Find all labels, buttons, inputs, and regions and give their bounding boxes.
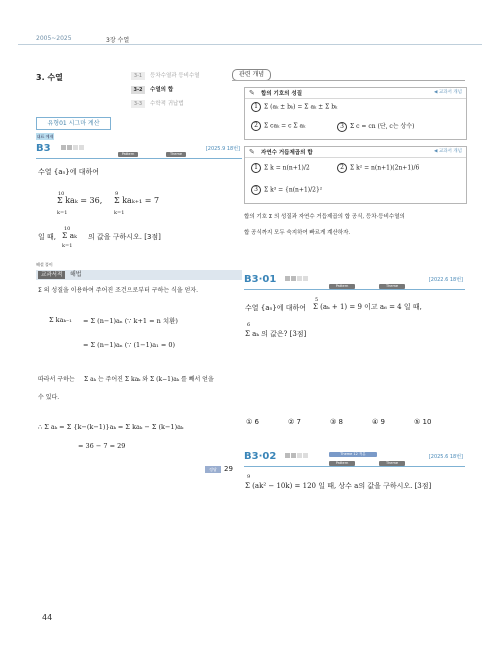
b301-source: [2022.6 18번] bbox=[428, 277, 463, 283]
choice-3[interactable]: ③ 8 bbox=[330, 418, 343, 426]
solution-mid: Σ aₖ 는 주어진 Σ kaₖ 와 Σ (k−1)aₖ 를 빼서 얻을 bbox=[84, 376, 214, 383]
b3-eq1: Σ kaₖ = 36, bbox=[57, 196, 103, 205]
b3-intro: 수열 {aₙ}에 대하여 bbox=[38, 168, 100, 176]
choice-2[interactable]: ② 7 bbox=[288, 418, 301, 426]
b302-header: B3·02 Theme 12 적분 Pattern Theme [2025.6 18번] bbox=[244, 451, 463, 465]
power-sum-2: Σ k² = n(n+1)(2n+1)/6 bbox=[350, 164, 420, 172]
b302-question: Σ (ak² − 10k) = 120 일 때, 상수 a의 값을 구하시오. [3점] bbox=[245, 482, 432, 490]
header-year-range: 2005~2025 bbox=[36, 35, 72, 42]
solution-line1-left: Σ kaₖ₋₁ bbox=[49, 316, 72, 324]
b301-equation: Σ (aₖ + 1) = 9 이고 a₆ = 4 일 때, bbox=[313, 303, 422, 311]
power-sum-1: Σ k = n(n+1)/2 bbox=[264, 164, 310, 172]
formula-2: Σ caₖ = c Σ aₖ bbox=[264, 122, 306, 130]
solution-tag: 해설 풀이 bbox=[36, 262, 53, 267]
solution-final2: = 36 − 7 = 29 bbox=[78, 442, 126, 450]
pencil-icon: ✎ bbox=[249, 148, 255, 156]
solution-line2: = Σ (n−1)aₙ (∵ (1−1)a₁ = 0) bbox=[83, 341, 176, 349]
power-sum-3: Σ k³ = {n(n+1)/2}² bbox=[264, 186, 323, 194]
choice-4[interactable]: ④ 9 bbox=[372, 418, 385, 426]
solution-bar: 교과서적 해법 bbox=[36, 270, 242, 280]
section-title: 3. 수열 bbox=[36, 73, 63, 82]
b302-source: [2025.6 18번] bbox=[428, 454, 463, 460]
solution-label: 교과서적 bbox=[38, 271, 65, 279]
toc-item-3: 3-3 수학적 귀납법 bbox=[131, 99, 184, 108]
b3-source: [2025.9 18번] bbox=[205, 146, 240, 152]
concept-box-power-sums: ✎ 자연수 거듭제곱의 합 ◀ 교과서 개념 1 Σ k = n(n+1)/2 2 Σ k² = n(n+1)(2n+1)/6 3 Σ k³ = {n(n+1)/2}² bbox=[244, 146, 467, 204]
solution-line1-right: = Σ (n−1)aₙ (∵ k+1 = n 치환) bbox=[83, 317, 178, 325]
type-box: 유형01 시그마 계산 bbox=[36, 117, 111, 130]
concept-note-1: 합의 기호 Σ 의 성질과 자연수 거듭제곱의 합 공식, 등차·등비수열의 bbox=[244, 214, 405, 220]
page-number: 44 bbox=[42, 613, 53, 622]
b301-header: B3·01 Pattern Theme [2022.6 18번] bbox=[244, 274, 463, 288]
answer-badge: 정답 bbox=[205, 466, 221, 473]
header-divider bbox=[18, 44, 482, 45]
formula-1: Σ (aₖ ± bₖ) = Σ aₖ ± Σ bₖ bbox=[264, 103, 338, 111]
concept-box-sigma-properties: ✎ 합의 기호의 성질 ◀ 교과서 개념 1 Σ (aₖ ± bₖ) = Σ aₖ ± Σ bₖ 2 Σ caₖ = c Σ aₖ 3 Σ c = cn (단, c는 상수) bbox=[244, 87, 467, 140]
choice-1[interactable]: ① 6 bbox=[246, 418, 259, 426]
solution-intro: Σ 의 성질을 이용하여 주어진 조건으로부터 구하는 식을 얻자. bbox=[38, 287, 199, 294]
formula-3: Σ c = cn (단, c는 상수) bbox=[350, 123, 415, 130]
solution-final1: ∴ Σ aₖ = Σ {k−(k−1)}aₖ = Σ kaₖ − Σ (k−1)aₖ bbox=[38, 423, 184, 431]
b3-header: B3 Pattern Theme [2025.9 18번] bbox=[36, 143, 242, 159]
answer-value: 29 bbox=[224, 465, 233, 473]
choice-5[interactable]: ⑤ 10 bbox=[414, 418, 432, 426]
b301-question: Σ aₖ 의 값은? [3점] bbox=[245, 330, 307, 338]
b3-question: 의 값을 구하시오. [3점] bbox=[88, 233, 161, 241]
header-chapter: 3장 수열 bbox=[106, 37, 130, 44]
concept-note-2: 합 공식까지 모두 숙지하여 빠르게 계산하자. bbox=[244, 230, 351, 236]
b3-eq2: Σ kaₖ₊₁ = 7 bbox=[114, 196, 160, 205]
b301-intro: 수열 {aₙ}에 대하여 bbox=[245, 304, 307, 312]
example-tag: 대표 예제 bbox=[36, 134, 54, 139]
b3-id: B3 bbox=[36, 143, 51, 154]
b302-id: B3·02 bbox=[244, 451, 277, 462]
pencil-icon: ✎ bbox=[249, 89, 255, 97]
toc-item-1: 3-1 등차수열과 등비수열 bbox=[131, 71, 200, 80]
b3-question-expr: Σ aₖ bbox=[62, 231, 77, 240]
toc-item-2: 3-2 수열의 합 bbox=[131, 85, 173, 94]
b301-id: B3·01 bbox=[244, 274, 277, 285]
concept-head: 관련 개념 bbox=[232, 69, 271, 81]
concept-divider bbox=[232, 80, 465, 81]
